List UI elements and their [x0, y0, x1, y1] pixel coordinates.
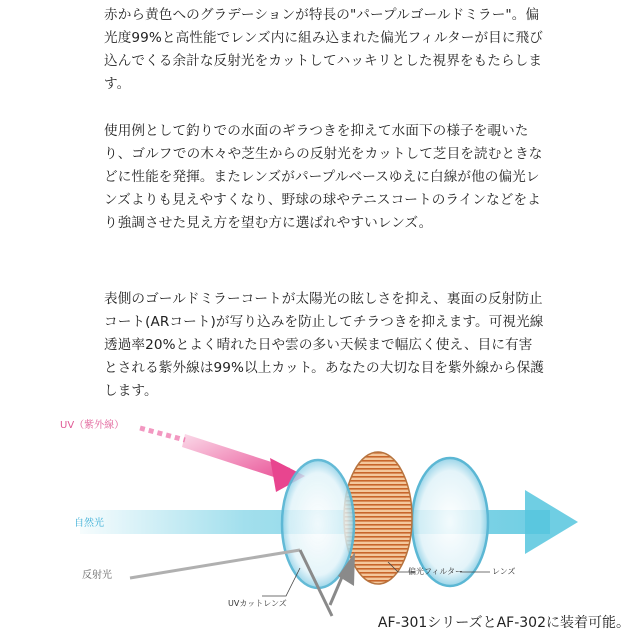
uv-cut-lens-label: UVカットレンズ — [228, 599, 287, 608]
reflected-light-label: 反射光 — [82, 570, 112, 581]
description-paragraph-1: 赤から黄色へのグラデーションが特長の"パープルゴールドミラー"。偏光度99%と高性能でレンズ内に組み込まれた偏光フィルターが目に飛び込んでくる余計な反射光をカットしてハッキリとした視界をもたらします。 — [104, 7, 543, 92]
uv-arrow — [140, 428, 305, 492]
lens-structure-diagram — [0, 400, 640, 640]
natural-light-label: 自然光 — [74, 518, 104, 529]
description-paragraph-2: 使用例として釣りでの水面のギラつきを抑えて水面下の様子を覗いたり、ゴルフでの木々や芝生からの反射光をカットして芝目を読むときなどに性能を発揮。またレンズがパープルベースゆえに白線が他の偏光レンズよりも見えやすくなり、野球の球やテニスコートのラインなどをより強調させた見え方を望む方に選ばれやすいレンズ。 — [104, 123, 543, 231]
compatibility-caption: AF-301シリーズとAF-302に装着可能。 — [377, 615, 630, 631]
uv-label: UV（紫外線） — [60, 420, 125, 431]
lens-label: レンズ — [492, 567, 516, 576]
polarizing-filter-label: 偏光フィルター — [408, 567, 464, 576]
description-paragraph-3: 表側のゴールドミラーコートが太陽光の眩しさを抑え、裏面の反射防止コート(ARコート)が写り込みを防止してチラつきを抑えます。可視光線透過率20%とよく晴れた日や雲の多い天候まで幅広く使え、目に有害とされる紫外線は99%以上カット。あなたの大切な目を紫外線から保護します。 — [104, 291, 544, 399]
